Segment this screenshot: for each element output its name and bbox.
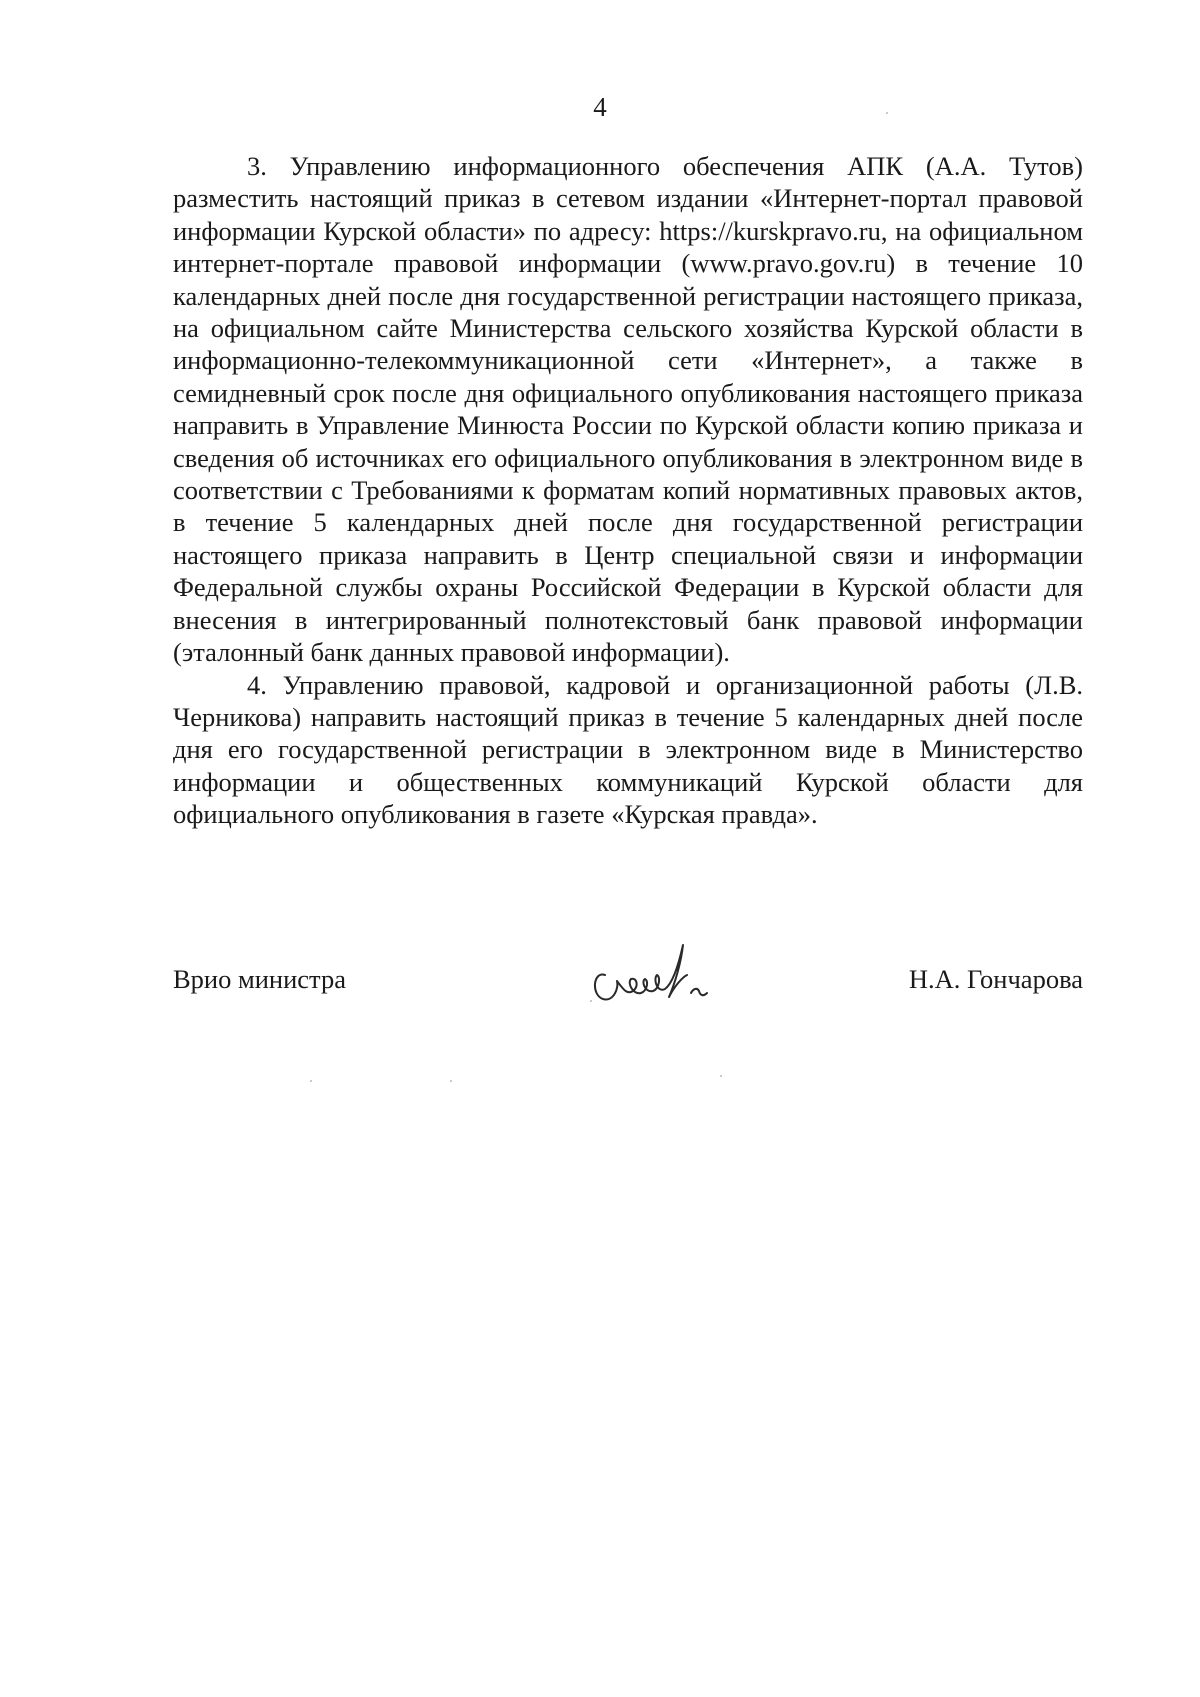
paragraph-3: 3. Управлению информационного обеспечения АПК (А.А. Тутов) разместить настоящий приказ в сетевом издании «Интернет-портал правовой информации Курской области» по адресу: https://kurskpravo.ru, на официальном интернет-портале правовой информации (www.pravo.gov.ru) в течение 10 календарных дней после дня государственной регистрации настоящего приказа, на официальном сайте Министерства сельского хозяйства Курской области в информационно-телекоммуникационной сети «Интернет», а также в семидневный срок после дня официального опубликования настоящего приказа направить в Управление Минюста России по Курской области копию приказа и сведения об источниках его официального опубликования в электронном виде в соответствии с Требованиями к форматам копий нормативных правовых актов, в течение 5 календарных дней после дня государственной регистрации настоящего приказа направить в Центр специальной связи и информации Федеральной службы охраны Российской Федерации в Курской области для внесения в интегрированный полнотекстовый банк правовой информации (эталонный банк данных правовой информации). xyxy=(173,151,1083,668)
scan-speck xyxy=(590,1000,592,1002)
handwritten-signature xyxy=(583,933,723,1023)
signer-title: Врио министра xyxy=(173,964,346,994)
document-body xyxy=(173,150,1083,831)
signer-name: Н.А. Гончарова xyxy=(908,964,1083,994)
scan-speck xyxy=(720,1075,722,1077)
scan-speck xyxy=(886,112,888,114)
scan-speck xyxy=(450,1080,452,1082)
signature-block xyxy=(173,963,1083,1023)
page-number: 4 xyxy=(593,92,607,122)
paragraph-4: 4. Управлению правовой, кадровой и организационной работы (Л.В. Черникова) направить настоящий приказ в течение 5 календарных дней после дня его государственной регистрации в электронном виде в Министерство информации и общественных коммуникаций Курской области для официального опубликования в газете «Курская правда». xyxy=(173,669,1083,830)
scan-speck xyxy=(310,1080,312,1082)
